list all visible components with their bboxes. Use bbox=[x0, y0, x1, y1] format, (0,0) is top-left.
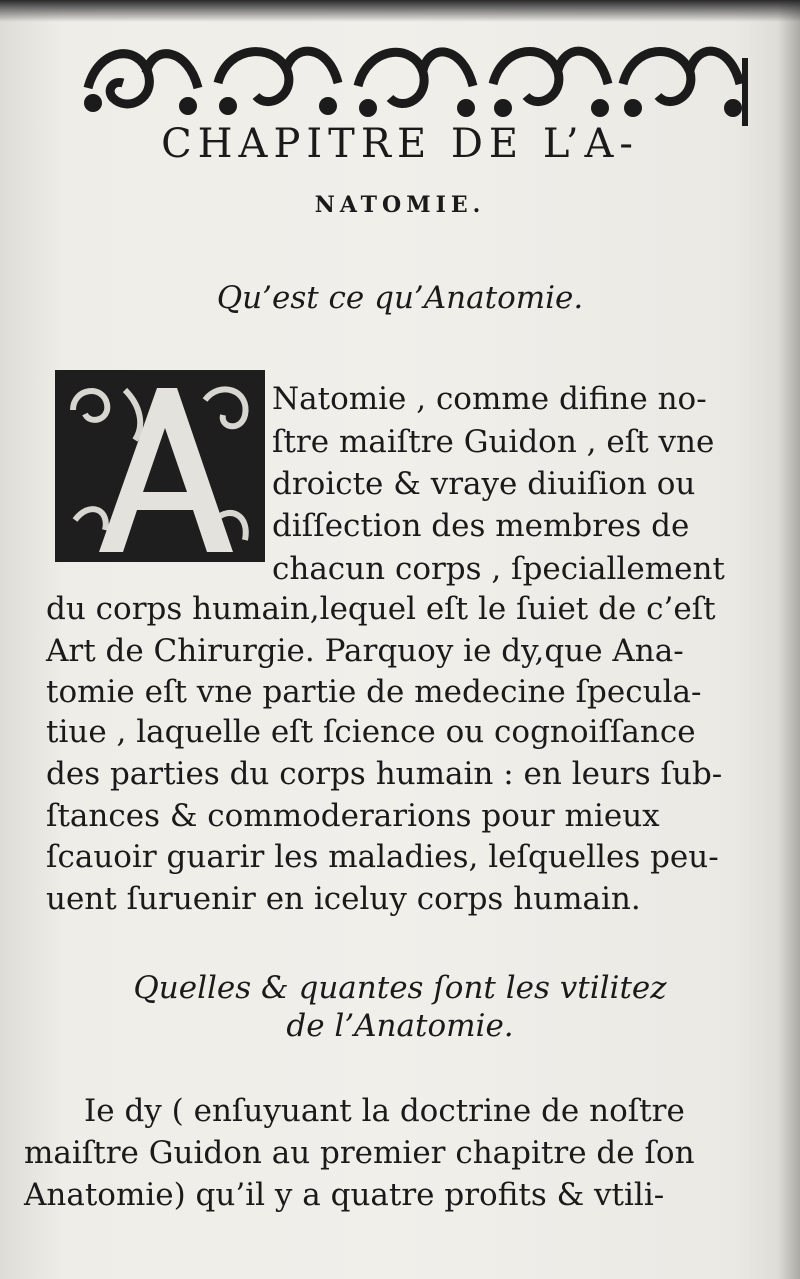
chapter-title-line1: CHAPITRE DE L’A- bbox=[161, 121, 639, 167]
section1-line: des parties du corps humain : en leurs ſub- bbox=[46, 756, 723, 792]
section1-line: ſtre maiſtre Guidon , eſt vne bbox=[272, 424, 715, 460]
section2-line: Ie dy ( enſuyuant la doctrine de noſtre bbox=[84, 1093, 685, 1129]
section2-line: Anatomie) qu’il y a quatre profits & vtili- bbox=[24, 1177, 665, 1213]
page-top-shadow bbox=[0, 0, 800, 22]
section1-line: du corps humain,lequel eſt le ſuiet de c’eſt bbox=[46, 591, 716, 627]
section2-heading-line1: Quelles & quantes ſont les vtilitez bbox=[133, 970, 667, 1006]
section1-line: uent ſuruenir en iceluy corps humain. bbox=[46, 881, 641, 917]
section1-line: droicte & vraye diuiſion ou bbox=[272, 466, 696, 502]
section1-line: tiue , laquelle eſt ſcience ou cognoiſſance bbox=[46, 714, 696, 750]
floral-band-ornament-icon bbox=[78, 28, 750, 128]
section1-line: Natomie , comme difine no- bbox=[272, 381, 707, 417]
section1-line: ſcauoir guarir les maladies, leſquelles peu- bbox=[46, 839, 719, 875]
section1-line: Art de Chirurgie. Parquoy ie dy,que Ana- bbox=[46, 633, 684, 669]
decorated-dropcap-icon bbox=[55, 370, 265, 562]
section1-line: ſtances & commoderarions pour mieux bbox=[46, 798, 660, 834]
section1-heading: Qu’est ce qu’Anatomie. bbox=[216, 280, 584, 316]
section2-heading-line2: de l’Anatomie. bbox=[286, 1008, 514, 1044]
section2-line: maiſtre Guidon au premier chapitre de ſon bbox=[24, 1135, 695, 1171]
section1-line: chacun corps , ſpeciallement bbox=[272, 551, 725, 587]
chapter-title-line2: NATOMIE. bbox=[314, 192, 486, 218]
section1-line: diſſection des membres de bbox=[272, 508, 690, 544]
section1-line: tomie eſt vne partie de medecine ſpecula- bbox=[46, 674, 702, 710]
